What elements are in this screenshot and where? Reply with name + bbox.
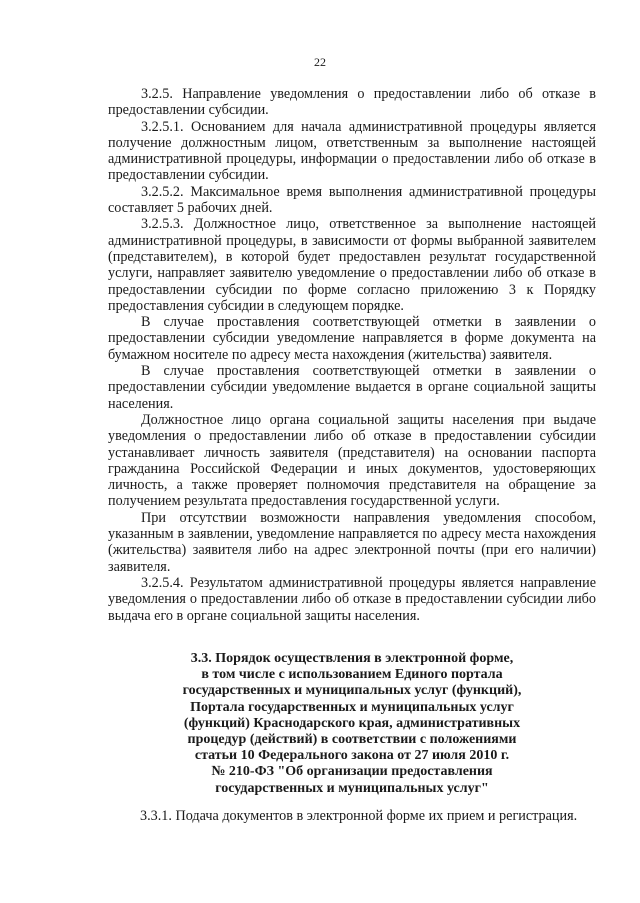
paragraph-3-2-5-4: 3.2.5.4. Результатом административной процедуры является направление уведомления о предоставлении либо об отказе в предоставлении субсидии либо выдача его в органе социальной защиты населения. bbox=[108, 574, 596, 624]
section-title-line: № 210-ФЗ "Об организации предоставления bbox=[211, 764, 493, 780]
section-title-line: в том числе с использованием Единого портала bbox=[201, 667, 503, 683]
paragraph-identity-check: Должностное лицо органа социальной защиты населения при выдаче уведомления о предоставлении либо об отказе в предоставлении субсидии устанавливает личность заявителя (представителя) на основании паспорта гражданина Российской Федерации и иных документов, удостоверяющих личность, а также проверяет полномочия представителя на обращение за получением результата предоставления государственной услуги. bbox=[108, 411, 596, 510]
paragraph-office-notice: В случае проставления соответствующей отметки в заявлении о предоставлении субсидии уведомление выдается в органе социальной защиты населения. bbox=[108, 363, 596, 412]
paragraph-alternative-delivery: При отсутствии возможности направления уведомления способом, указанным в заявлении, уведомление направляется по адресу места нахождения (жительства) заявителя либо на адрес электронной почты (при его наличии) заявителя. bbox=[108, 509, 596, 575]
paragraph-3-2-5-2: 3.2.5.2. Максимальное время выполнения административной процедуры составляет 5 рабочих дней. bbox=[108, 183, 596, 217]
section-title-3-3 bbox=[148, 651, 556, 797]
section-title-line: государственных и муниципальных услуг (функций), bbox=[182, 683, 522, 699]
page-number: 22 bbox=[314, 55, 326, 69]
section-title-line: (функций) Краснодарского края, административных bbox=[183, 715, 521, 731]
section-title-line: статьи 10 Федерального закона от 27 июля 2010 г. bbox=[194, 748, 510, 764]
section-title-line: Портала государственных и муниципальных услуг bbox=[190, 699, 514, 715]
paragraph-3-2-5: 3.2.5. Направление уведомления о предоставлении либо об отказе в предоставлении субсидии. bbox=[108, 86, 596, 119]
section-title-line: государственных и муниципальных услуг" bbox=[215, 780, 489, 796]
section-title-line: 3.3. Порядок осуществления в электронной форме, bbox=[190, 651, 514, 666]
paragraph-paper-notice: В случае проставления соответствующей отметки в заявлении о предоставлении субсидии уведомление направляется в форме документа на бумажном носителе по адресу места нахождения (жительства) заявителя. bbox=[108, 314, 596, 363]
section-title-line: процедур (действий) в соответствии с положениями bbox=[187, 732, 517, 748]
paragraph-3-2-5-1: 3.2.5.1. Основанием для начала административной процедуры является получение должностным лицом, ответственным за выполнение настоящей административной процедуры, информации о предоставлении либо об отказе в предоставлении субсидии. bbox=[108, 118, 596, 184]
paragraph-3-2-5-3: 3.2.5.3. Должностное лицо, ответственное за выполнение настоящей административной процедуры, в зависимости от формы выбранной заявителем (представителем), в которой будет предоставлен результат государственной услуги, направляет заявителю уведомление о предоставлении либо об отказе в предоставлении субсидии по форме согласно приложению 3 к Порядку предоставления субсидии в следующем порядке. bbox=[108, 216, 596, 314]
paragraph-3-3-1: 3.3.1. Подача документов в электронной форме их прием и регистрация. bbox=[140, 808, 578, 824]
document-body bbox=[108, 86, 596, 624]
